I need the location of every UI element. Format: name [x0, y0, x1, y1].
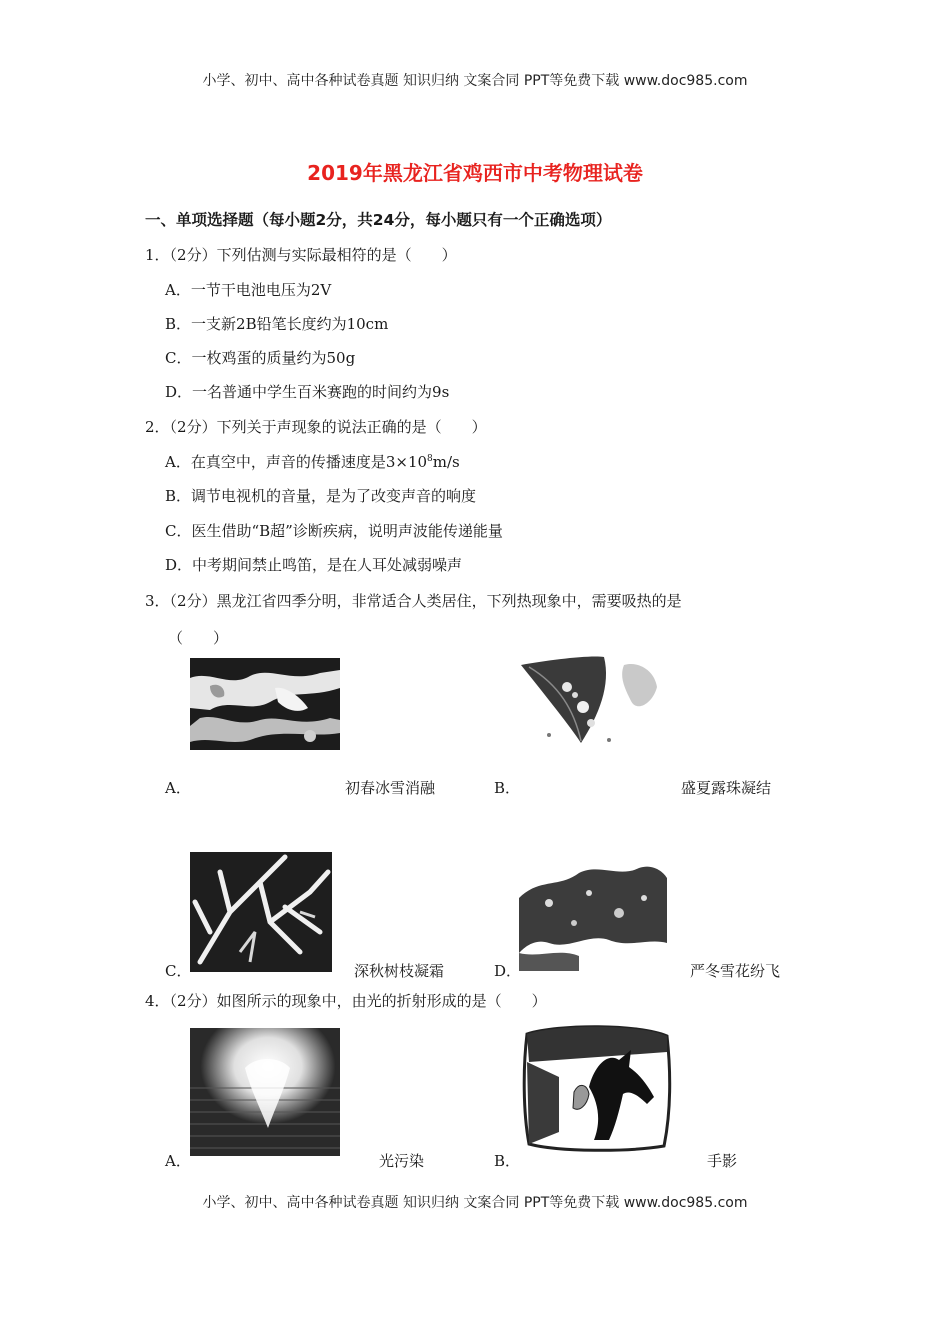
- page-header: 小学、初中、高中各种试卷真题 知识归纳 文案合同 PPT等免费下载 www.doc985.com: [202, 73, 748, 89]
- question-3-option-a-letter: A．: [165, 779, 191, 797]
- page-footer: 小学、初中、高中各种试卷真题 知识归纳 文案合同 PPT等免费下载 www.doc985.com: [202, 1195, 748, 1211]
- question-2-option-a-unit: m/s: [432, 453, 460, 471]
- question-2-option-d: D．中考期间禁止鸣笛，是在人耳处减弱噪声: [165, 556, 463, 574]
- question-3-option-d-letter: D．: [494, 962, 522, 980]
- question-3-option-a-caption: 初春冰雪消融: [345, 779, 436, 797]
- question-3-stem: 3．（2分）黑龙江省四季分明，非常适合人类居住，下列热现象中，需要吸热的是: [145, 592, 682, 610]
- light-pollution-image: [190, 1028, 340, 1156]
- question-3-option-c-letter: C．: [165, 962, 192, 980]
- question-3-option-b-caption: 盛夏露珠凝结: [681, 779, 772, 797]
- section-heading: 一、单项选择题（每小题2分，共24分，每小题只有一个正确选项）: [145, 211, 612, 229]
- question-3-option-b-letter: B．: [494, 779, 521, 797]
- question-2-option-b: B．调节电视机的音量，是为了改变声音的响度: [165, 487, 477, 505]
- question-1-option-c: C．一枚鸡蛋的质量约为50g: [165, 349, 356, 367]
- question-3-option-d-caption: 严冬雪花纷飞: [690, 962, 781, 980]
- question-3-option-c-caption: 深秋树枝凝霜: [354, 962, 445, 980]
- question-3-answer-paren: （ ）: [168, 629, 229, 647]
- question-4-stem: 4．（2分）如图所示的现象中，由光的折射形成的是（ ）: [145, 992, 547, 1010]
- hand-shadow-image: [519, 1022, 674, 1154]
- snow-trees-image: [519, 858, 667, 971]
- question-1-option-a: A．一节干电池电压为2V: [165, 281, 332, 299]
- question-4-option-a-letter: A．: [165, 1152, 191, 1170]
- question-1-option-b: B．一支新2B铅笔长度约为10cm: [165, 315, 389, 333]
- question-4-option-b-caption: 手影: [707, 1152, 738, 1170]
- question-1-option-d: D．一名普通中学生百米赛跑的时间约为9s: [165, 383, 450, 401]
- question-2-option-c: C．医生借助“B超”诊断疾病，说明声波能传递能量: [165, 522, 503, 540]
- question-2-option-a: [165, 451, 460, 472]
- question-4-option-b-letter: B．: [494, 1152, 521, 1170]
- dew-leaf-image: [519, 655, 664, 750]
- melting-snow-image: [190, 658, 340, 750]
- exam-title: 2019年黑龙江省鸡西市中考物理试卷: [307, 161, 643, 185]
- question-2-option-a-text: A．在真空中，声音的传播速度是3×10: [165, 453, 428, 471]
- frost-branches-image: [190, 852, 332, 972]
- question-2-option-a-exponent: 8: [427, 454, 433, 464]
- question-1-stem: 1．（2分）下列估测与实际最相符的是（ ）: [145, 246, 457, 264]
- question-2-stem: 2．（2分）下列关于声现象的说法正确的是（ ）: [145, 418, 487, 436]
- question-4-option-a-caption: 光污染: [379, 1152, 425, 1170]
